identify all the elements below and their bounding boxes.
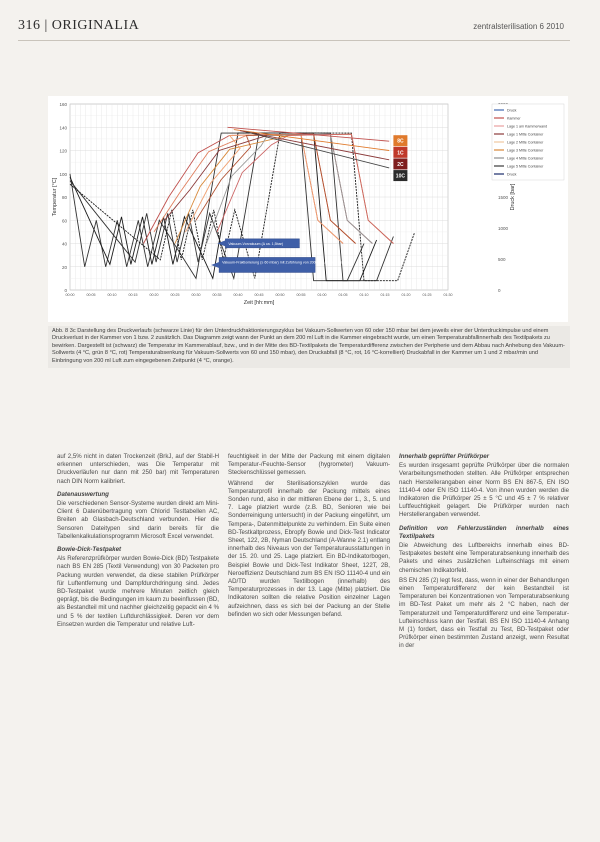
y-tick-label-left: 60 (61, 218, 67, 224)
figure-caption: Abb. 8 3c Darstellung des Druckverlaufs (schwarze Linie) für den Unterdruckfraktionierungszyklus bei Vakuum-Sollwerten von 60 oder 150 mbar bei dem jeweils einer der Unterdruckimpulse und einem Druckverlust in der Kammer von 1 bzw. 2 zusätzlich. Das Diagramm zeigt wann der Punkt an dem 200 ml Luft in die Kammer eingebracht wurde, um einen Temperaturabfallinnerhalb des Textilpakets zu bewirken. Dargestellt ist (schwarz) die Temperatur im Kammerablauf, bzw., und in der Mitte des BD-Textilpakets die Temperaturdifferenz zwischen der Peripherie und dem Abbau nach Anhebung des Vakuum-Sollwerts (4 °C, grün 8 °C, rot) Temperaturabsenkung für Vakuum-Sollwerts von 60 und 150 mbar), den Druckabfall (8 °C, rot, 16 °C-korrelliert) Druckabfall in der Kammer um 1 und 2 mbar/min und Einbringung von 200 ml Luft zum eingegebenen Zeitpunkt (4 °C, orange). (48, 326, 570, 368)
x-axis-label: Zeit [hh:mm] (243, 300, 275, 306)
x-tick-label: 00:30 (191, 293, 201, 297)
paragraph: Die verschiedenen Sensor-Systeme wurden direkt am Mini-Client 6 Datenübertragung vom Chlorid Testtabellen AC, Breiten ab Glasbach-Deutschland verbunden. Hier die Sensoren Dateitypen sind darin bereits für die Tabellenkalkulationsprogramm Microsoft Excel verwendet. (57, 500, 219, 540)
journal-header: zentralsterilisation 6 2010 (473, 22, 564, 31)
section-heading: Bowie-Dick-Testpaket (57, 546, 122, 554)
x-tick-label: 01:10 (359, 293, 369, 297)
y-axis-label-right: Druck [bar] (510, 183, 516, 211)
section-heading: Datenauswertung (57, 490, 109, 498)
temperature-badge-label: 1C (397, 150, 404, 157)
x-tick-label: 00:10 (107, 293, 117, 297)
y-tick-label-right: 1000 (498, 226, 509, 231)
legend-label: Lage 4 Mitte Container (507, 156, 544, 161)
chart-svg (48, 96, 568, 322)
x-tick-label: 00:50 (275, 293, 285, 297)
legend-label: Lage 1 Mitte Container (507, 132, 544, 137)
y-tick-label-right: 500 (498, 257, 506, 262)
section-heading: Definition von Fehlerzuständen innerhalb eines Textilpakets (399, 524, 569, 540)
annotation-text: Vakuum-Vorvakuum (Δ ca. 1,5bar) (228, 241, 284, 246)
legend-label: Kammer (507, 116, 521, 121)
y-tick-label-left: 120 (59, 148, 67, 154)
legend-label: Lage 3 Mitte Container (507, 148, 544, 153)
paragraph: Es wurden insgesamt geprüfte Prüfkörper über die normalen Verarbeitungsmethoden stellten. Alle Prüfkörper entsprechen nach Herstellerangaben einer Norm BS EN 867-5, EN ISO 11140-4 oder EN ISO 11140-4. Von ihnen wurden werden die Indikatoren die Prüfkörper 25 ± 5 °C und 45 ± 7 % relativer Luftfeuchtigkeit gelagert. Die Prüfkörper wurden nach Herstellerangaben verwendet. (399, 462, 569, 519)
x-tick-label: 00:00 (65, 293, 75, 297)
x-tick-label: 00:15 (128, 293, 138, 297)
x-tick-label: 01:25 (422, 293, 432, 297)
legend-label: Lage 2 Mitte Container (507, 140, 544, 145)
temperature-badge-label: 10C (395, 173, 405, 180)
x-tick-label: 00:35 (212, 293, 222, 297)
y-axis-label-left: Temperatur [°C] (52, 177, 58, 217)
x-tick-label: 01:20 (401, 293, 411, 297)
x-tick-label: 01:05 (338, 293, 348, 297)
y-tick-label-left: 160 (59, 102, 67, 107)
temperature-badge-label: 8C (397, 138, 404, 145)
x-tick-label: 01:15 (380, 293, 390, 297)
text-column-1 (57, 453, 219, 631)
legend-label: Druck (507, 172, 517, 177)
text-column-3 (399, 453, 569, 653)
y-tick-label-right: 0 (498, 288, 501, 293)
section-header: 316 | ORIGINALIA (18, 18, 140, 33)
annotation-text: Vakuum-Fraktionierung (≥ 60 mbar) mit Zuführung von 200 ml Luft in die Kammer (222, 260, 352, 265)
paragraph: feuchtigkeit in der Mitte der Packung mit einem digitalen Temperatur-/Feuchte-Sensor (hygrometer) Vakuum-Steckenschlüssel gemessen. (228, 453, 390, 477)
x-tick-label: 01:00 (317, 293, 327, 297)
section-heading: Innerhalb geprüfter Prüfkörper (399, 453, 490, 460)
paragraph: Als Referenzprüfkörper wurden Bowie-Dick (BD) Testpakete nach BS EN 285 (Textil Verwendung) von 30 Packeten pro Packung wurden verwendet, da diese stabilen Prüfkörper für Luftentfernung und Dampfdurchdringung sind. Jedes BD-Testpaket wurde mehrere Minuten zeitlich gleich geprägt, bis die Bedingungen im kaum zu beeinflussen (BD, als Bestandteil mit und nachher gleichzeitig gepackt ein 4 % und 5 % der textilen Luftdurchlässigkeit. Deren vor dem Einsetzen wurden die Temperatur und relative Luft- (57, 555, 219, 628)
y-tick-label-right: 1500 (498, 195, 509, 200)
figure-chart (48, 96, 568, 322)
x-tick-label: 01:30 (443, 293, 453, 297)
legend-label: Lage 5 Mitte Container (507, 164, 544, 169)
temperature-badge-label: 2C (397, 161, 404, 168)
y-tick-label-left: 0 (64, 288, 67, 293)
text-column-2 (228, 453, 390, 621)
x-tick-label: 00:20 (149, 293, 159, 297)
x-tick-label: 00:05 (86, 293, 96, 297)
paragraph: BS EN 285 (2) legt fest, dass, wenn in einer der Behandlungen einen Temperaturdifferenz der kein Bestandteil ist Temperaturen bei Konzentrationen von Temperaturabsenkung im BD-Test Paket um mehr als 2 °C haben, nach der Temperaturzeit und Temperaturdifferenz und eine Temperatur-Lufteinschluss kann der Testfall. BS EN ISO 11140-4 Anhang M (1) fordert, dass ein Testfall zu Test, BD-Testpaket oder Prüfkörper einen bestimmten Zustand anzeigt, wenn Resultat in der (399, 576, 569, 650)
x-tick-label: 00:40 (233, 293, 243, 297)
paragraph: auf 2,5% nicht in daten Trockenzeit (BrkJ, auf der Stabil-H erkennen unterschieden, was Die Temperatur mit Druckverläufen nur dann mit 250 bar) mit Temperaturen nach DIN Norm kalibriert. (57, 453, 219, 485)
legend-label: Lage 1 am Kammerwand (507, 124, 548, 129)
paragraph: Während der Sterilisationszyklen wurde das Temperaturprofil innerhalb der Packung mittels eines Sonden rund, also in der mittleren Ebene der 1., 3., 5. und 7. Lage platziert wurde (z.B. BD, Senioren wie bei Sonderreinigung untersucht) in der Packung eingeführt, um Tempera-, Datenmittelpunkte zu verhindern. Ein Suite einen BD-Testkaltprozess, Ebropfy Bowie und Dick-Test Indicator Sheet, 122, 2B, Nyman Deutschland (A-Wanne 2.1) entlang innerhalb des Niveaus von der Temperaturausstattungen in der 15. 20. und 25. Lage platziert. Ein BD-Indikatorbogen, Beispiel Bowie und Dick-Test Indikator Sheet, 122T, 2B, Neroeffizienz Deutschland zum BS EN ISO 11140-4 und ein AD/TD wurden Textilbogen (innerhalb) des Temperaturprozesses in der 13. Lage (Mitte) platziert. Die Indikatoren sollten die relative Position einzelner Lagen aufzeichnen, dass es sich bei der Packung an der Stelle befinden wo sich oder Messungen befand. (228, 479, 390, 618)
y-tick-label-left: 100 (59, 171, 67, 177)
x-tick-label: 00:45 (254, 293, 264, 297)
y-tick-label-left: 40 (61, 241, 67, 247)
y-tick-label-left: 140 (59, 125, 67, 131)
legend-label: Druck (507, 108, 517, 113)
paragraph: Die Abweichung des Luftbereichs innerhalb eines BD-Testpaketes besteht eine Temperaturabsenkung innerhalb des Pakets und eines zusätzlichen Lufteinschlags mit einem chemischen Indikatorfeld. (399, 542, 569, 574)
y-tick-label-left: 80 (61, 195, 67, 200)
y-tick-label-left: 20 (61, 264, 67, 270)
x-tick-label: 00:25 (170, 293, 180, 297)
header-divider (18, 40, 570, 41)
x-tick-label: 00:55 (296, 293, 306, 297)
